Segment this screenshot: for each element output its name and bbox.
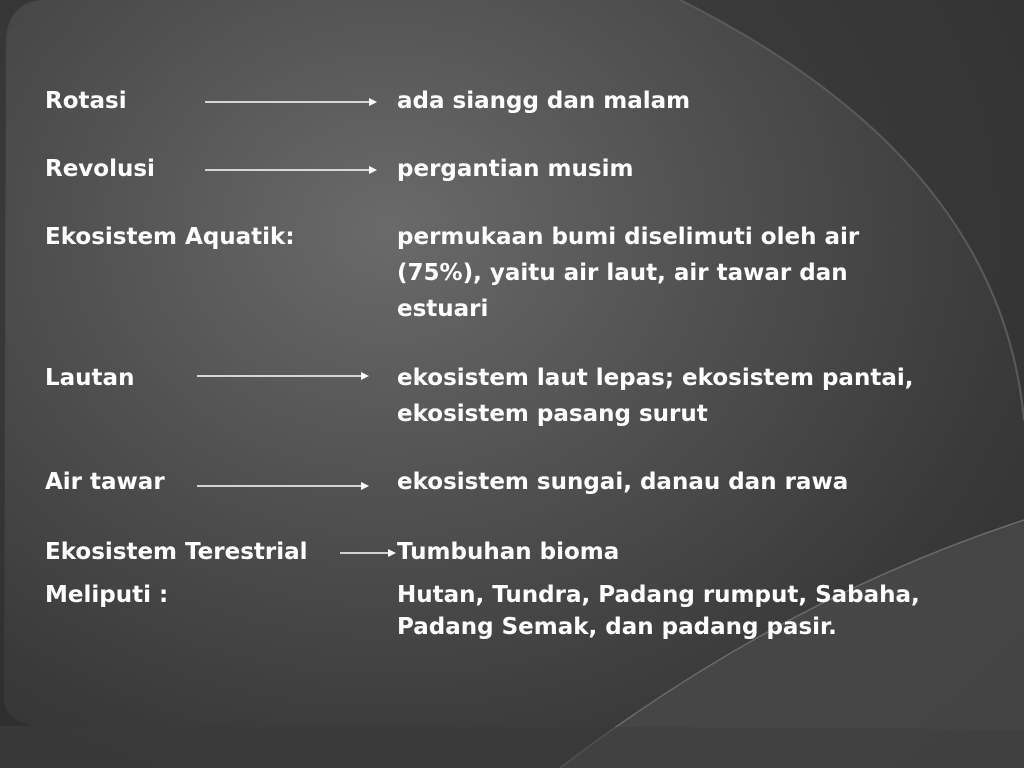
- row-revolusi-value: pergantian musim: [397, 156, 634, 182]
- row-lautan-value-line-2: ekosistem pasang surut: [397, 401, 708, 427]
- right-curve-shape: [680, 0, 1024, 420]
- row-air-tawar-value: ekosistem sungai, danau dan rawa: [397, 469, 849, 495]
- arrow-icon: [205, 96, 377, 108]
- row-rotasi-value: ada siangg dan malam: [397, 88, 691, 114]
- arrow-icon: [197, 480, 369, 492]
- row-meliputi-value-line-2: Padang Semak, dan padang pasir.: [397, 614, 837, 640]
- row-meliputi-label: Meliputi :: [45, 582, 169, 608]
- arrow-icon: [205, 164, 377, 176]
- row-revolusi-label: Revolusi: [45, 156, 155, 182]
- row-air-tawar-label: Air tawar: [45, 469, 165, 495]
- row-aquatik-value-line-1: permukaan bumi diselimuti oleh air: [397, 224, 860, 250]
- arrow-icon: [197, 370, 369, 382]
- row-aquatik-value-line-2: (75%), yaitu air laut, air tawar dan: [397, 260, 848, 286]
- row-terestrial-value: Tumbuhan bioma: [397, 539, 620, 565]
- row-meliputi-value-line-1: Hutan, Tundra, Padang rumput, Sabaha,: [397, 582, 920, 608]
- row-rotasi-label: Rotasi: [45, 88, 127, 114]
- row-lautan-value-line-1: ekosistem laut lepas; ekosistem pantai,: [397, 365, 914, 391]
- row-aquatik-label: Ekosistem Aquatik:: [45, 224, 295, 250]
- row-lautan-label: Lautan: [45, 365, 135, 391]
- row-terestrial-label: Ekosistem Terestrial: [45, 539, 308, 565]
- arrow-icon: [340, 547, 396, 559]
- row-aquatik-value-line-3: estuari: [397, 296, 489, 322]
